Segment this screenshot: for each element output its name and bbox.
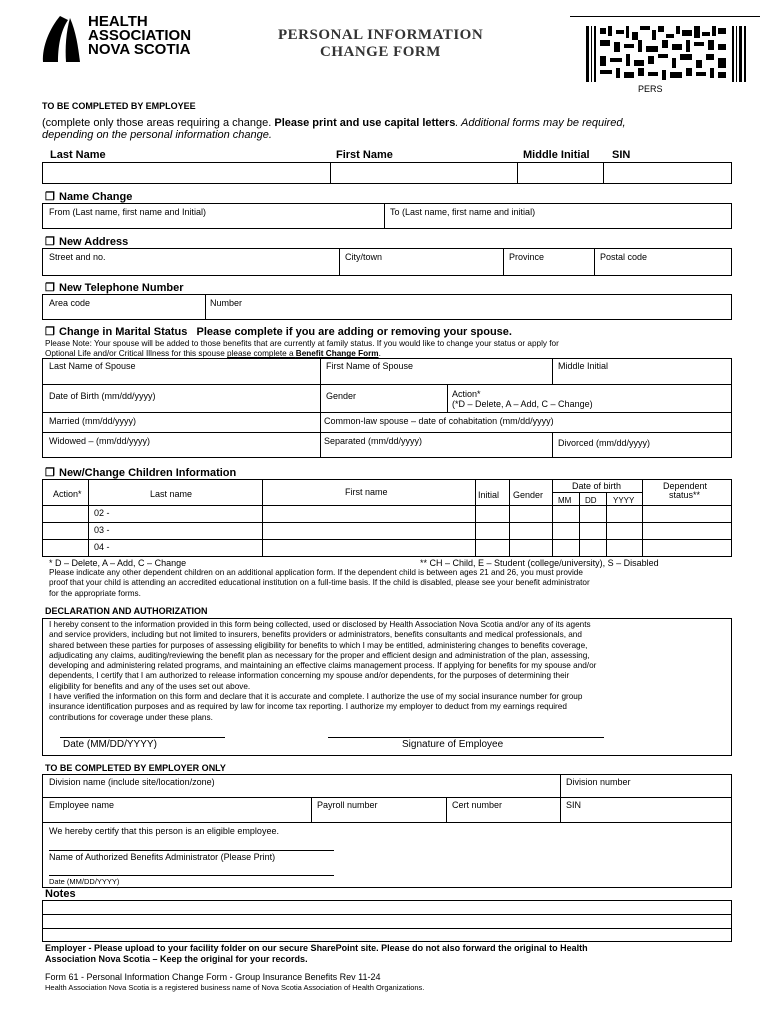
divider: [552, 492, 642, 493]
children-footnote-left: * D – Delete, A – Add, C – Change: [49, 558, 187, 568]
division-number-label: Division number: [566, 777, 631, 787]
divider: [42, 432, 732, 433]
divider: [606, 492, 607, 557]
marital-section: [45, 325, 512, 338]
name-change-to-label: To (Last name, first name and initial): [390, 207, 536, 217]
divider: [447, 384, 448, 412]
declaration-line: dependents, I certify that I am authorized to release information concerning my spouse and/or dependents, for the purposes of determining their: [49, 671, 570, 681]
divider: [42, 797, 732, 798]
divider: [311, 797, 312, 822]
child-last-header: Last name: [150, 489, 193, 499]
child-gender-header: Gender: [513, 490, 544, 500]
divider: [552, 358, 553, 384]
marital-note-line1: Please Note: Your spouse will be added to those benefits that are currently at family status. If you would like to change your status or apply for: [45, 339, 559, 348]
admin-name-label: Name of Authorized Benefits Administrator (Please Print): [49, 852, 276, 862]
declaration-line: developing and administering related programs, and maintaining an effective claims management process. If applying for benefits for my spouse and/or: [49, 661, 597, 671]
divider: [42, 914, 732, 915]
divider: [205, 294, 206, 320]
divider: [42, 522, 732, 523]
spouse-action-codes: (*D – Delete, A – Add, C – Change): [452, 399, 593, 409]
divider: [446, 797, 447, 822]
division-name-label: Division name (include site/location/zone): [49, 777, 215, 787]
intro-italic2: depending on the personal information change.: [42, 129, 272, 141]
certify-text: We hereby certify that this person is an eligible employee.: [49, 826, 279, 836]
name-change-title: Name Change: [59, 191, 133, 203]
children-note-line3: for the appropriate forms.: [49, 588, 141, 598]
checkbox-icon[interactable]: ❐: [45, 191, 55, 203]
checkbox-icon[interactable]: ❐: [45, 326, 55, 338]
form-title-line1: PERSONAL INFORMATION: [278, 27, 484, 43]
telephone-box: [42, 294, 732, 320]
org-name-line3: NOVA SCOTIA: [88, 41, 191, 58]
declaration-line: insurance identification purposes and as required by law for income tax reporting. I authorize my employer to deduct from my earnings required: [49, 702, 567, 712]
declaration-paragraph-1: [49, 620, 729, 692]
divider: [560, 774, 561, 822]
declaration-line: contributions for coverage under these plans.: [49, 712, 213, 722]
spouse-dob-label: Date of Birth (mm/dd/yyyy): [49, 391, 156, 401]
postal-label: Postal code: [600, 252, 648, 262]
checkbox-icon[interactable]: ❐: [45, 236, 55, 248]
form-title-line2: CHANGE FORM: [320, 44, 441, 60]
payroll-label: Payroll number: [317, 800, 378, 810]
divider: [320, 358, 321, 458]
admin-name-line[interactable]: [49, 850, 334, 851]
checkbox-icon[interactable]: ❐: [45, 282, 55, 294]
employee-signature-line[interactable]: [328, 737, 604, 738]
name-change-section: [45, 190, 132, 203]
province-label: Province: [509, 252, 545, 262]
divider: [42, 412, 732, 413]
divider: [509, 479, 510, 557]
spouse-gender-label: Gender: [326, 391, 357, 401]
employer-date-line[interactable]: [49, 875, 334, 876]
area-code-label: Area code: [49, 298, 91, 308]
upload-note-line1: Employer - Please upload to your facility folder on our secure SharePoint site. Please do not also forward the original to Health: [45, 943, 588, 953]
children-footnote-right: ** CH – Child, E – Student (college/university), S – Disabled: [420, 558, 659, 568]
org-name-line1: HEALTH: [88, 13, 148, 30]
benefit-change-form-link[interactable]: Benefit Change Form: [295, 349, 379, 359]
name-change-from-label: From (Last name, first name and Initial): [49, 207, 207, 217]
declaration-line: shared between these parties for purposes of assessing eligibility for benefits to which I may be entitled, administering changes to benefits coverage,: [49, 640, 588, 650]
divider: [339, 248, 340, 276]
divider: [42, 384, 732, 385]
last-name-header: Last Name: [50, 149, 106, 161]
new-address-title: New Address: [59, 236, 129, 248]
child-action-header: Action*: [53, 489, 82, 499]
spouse-action-label: Action*: [452, 389, 481, 399]
divider: [579, 492, 580, 557]
intro-text: [42, 117, 742, 141]
upload-note: [45, 943, 588, 965]
intro-italic: . Additional forms may be required,: [455, 117, 626, 129]
divorced-label: Divorced (mm/dd/yyyy): [558, 438, 651, 448]
new-address-section: [45, 235, 128, 248]
widowed-label: Widowed – (mm/dd/yyyy): [49, 436, 151, 446]
married-label: Married (mm/dd/yyyy): [49, 416, 137, 426]
child-first-header: First name: [345, 487, 388, 497]
divider: [42, 505, 732, 506]
street-label: Street and no.: [49, 252, 106, 262]
declaration-paragraph-2: [49, 692, 729, 723]
spouse-middle-label: Middle Initial: [558, 361, 609, 371]
divider: [42, 928, 732, 929]
divider: [552, 432, 553, 458]
divider: [503, 248, 504, 276]
employer-heading: TO BE COMPLETED BY EMPLOYER ONLY: [45, 763, 226, 773]
child-initial-header: Initial: [478, 490, 500, 500]
child-dependent-header: Dependent: [663, 481, 708, 491]
marital-title: Change in Marital Status: [59, 326, 188, 338]
cert-label: Cert number: [452, 800, 503, 810]
divider: [42, 822, 732, 823]
divider: [42, 539, 732, 540]
barcode-top-line: [570, 16, 760, 17]
child-yyyy-header: YYYY: [613, 496, 635, 505]
children-note-line2: proof that your child is attending an accredited educational institution on a full-time basis. If the child is disabled, please see your benefit administrator: [49, 578, 590, 588]
checkbox-icon[interactable]: ❐: [45, 467, 55, 479]
common-law-label: Common-law spouse – date of cohabitation (mm/dd/yyyy): [324, 416, 554, 426]
child-dd-header: DD: [585, 496, 597, 505]
sin-header: SIN: [612, 149, 631, 161]
divider: [594, 248, 595, 276]
number-label: Number: [210, 298, 243, 308]
spouse-first-label: First Name of Spouse: [326, 361, 414, 371]
child-row-label: 03 -: [94, 525, 110, 535]
organization-logo: [40, 14, 210, 64]
date-signature-line[interactable]: [60, 737, 225, 738]
marital-note-period: .: [378, 349, 381, 359]
employee-signature-label: Signature of Employee: [402, 739, 504, 750]
intro-plain: (complete only those areas requiring a change.: [42, 117, 272, 129]
child-mm-header: MM: [558, 496, 572, 505]
divider: [552, 479, 553, 557]
declaration-date-label: Date (MM/DD/YYYY): [63, 739, 157, 750]
child-dob-header: Date of birth: [572, 481, 622, 491]
divider: [384, 203, 385, 229]
divider: [603, 162, 604, 184]
spouse-last-label: Last Name of Spouse: [49, 361, 136, 371]
employee-name-label: Employee name: [49, 800, 115, 810]
children-section: [45, 466, 236, 479]
middle-initial-header: Middle Initial: [523, 149, 590, 161]
marital-title-note: Please complete if you are adding or removing your spouse.: [196, 326, 512, 338]
name-input-box[interactable]: [42, 162, 732, 184]
marital-note-line2b: please complete a: [227, 349, 296, 359]
employer-date-label: Date (MM/DD/YYYY): [49, 877, 120, 886]
notes-box[interactable]: [42, 900, 732, 942]
declaration-line: eligibility for benefits and any of the uses set out above.: [49, 681, 251, 691]
children-note-line1: Please indicate any other dependent children on an additional application form. If the dependent child is between ages 21 and 26, you must provide: [49, 568, 583, 577]
divider: [88, 479, 89, 557]
separated-label: Separated (mm/dd/yyyy): [324, 436, 423, 446]
declaration-line: adjudicating any claims, auditing/reviewing the benefit plan as necessary for the proper and efficient design and administration of the plan, assessing,: [49, 650, 590, 660]
divider: [262, 479, 263, 557]
declaration-line: I hereby consent to the information provided in this form being collected, used or disclosed by Health Association Nova Scotia and/or any of its agents: [49, 620, 591, 629]
city-label: City/town: [345, 252, 383, 262]
marital-note-line2a: Optional Life and/or Critical Illness for this spouse: [45, 349, 228, 359]
divider: [517, 162, 518, 184]
declaration-line: and service providers, including but not limited to insurers, benefits providers or administrators, benefits consultants and medical professionals, and: [49, 630, 582, 640]
children-title: New/Change Children Information: [59, 467, 237, 479]
divider: [642, 479, 643, 557]
org-name-line2: ASSOCIATION: [88, 27, 192, 44]
notes-label: Notes: [45, 888, 76, 900]
form-footer-legal: Health Association Nova Scotia is a registered business name of Nova Scotia Association of Health Organizations.: [45, 983, 425, 992]
sail-logo-icon: [40, 14, 86, 64]
intro-bold: Please print and use capital letters: [274, 117, 456, 129]
children-note: [49, 568, 739, 599]
child-row-label: 02 -: [94, 508, 110, 518]
barcode-label: PERS: [638, 84, 663, 94]
divider: [475, 479, 476, 557]
declaration-line: I have verified the information on this form and declare that it is accurate and complete. I authorize the use of my social insurance number for group: [49, 692, 583, 701]
new-telephone-title: New Telephone Number: [59, 282, 184, 294]
barcode-icon: [586, 26, 748, 82]
upload-note-line2: Association Nova Scotia – Keep the original for your records.: [45, 954, 308, 964]
marital-note: [45, 339, 745, 360]
form-footer: Form 61 - Personal Information Change Form - Group Insurance Benefits Rev 11-24: [45, 972, 381, 982]
new-telephone-section: [45, 281, 183, 294]
employer-sin-label: SIN: [566, 800, 582, 810]
divider: [330, 162, 331, 184]
child-status-header: status**: [669, 490, 701, 500]
declaration-heading: DECLARATION AND AUTHORIZATION: [45, 606, 208, 616]
employee-section-heading: TO BE COMPLETED BY EMPLOYEE: [42, 101, 196, 111]
first-name-header: First Name: [336, 149, 393, 161]
child-row-label: 04 -: [94, 542, 110, 552]
